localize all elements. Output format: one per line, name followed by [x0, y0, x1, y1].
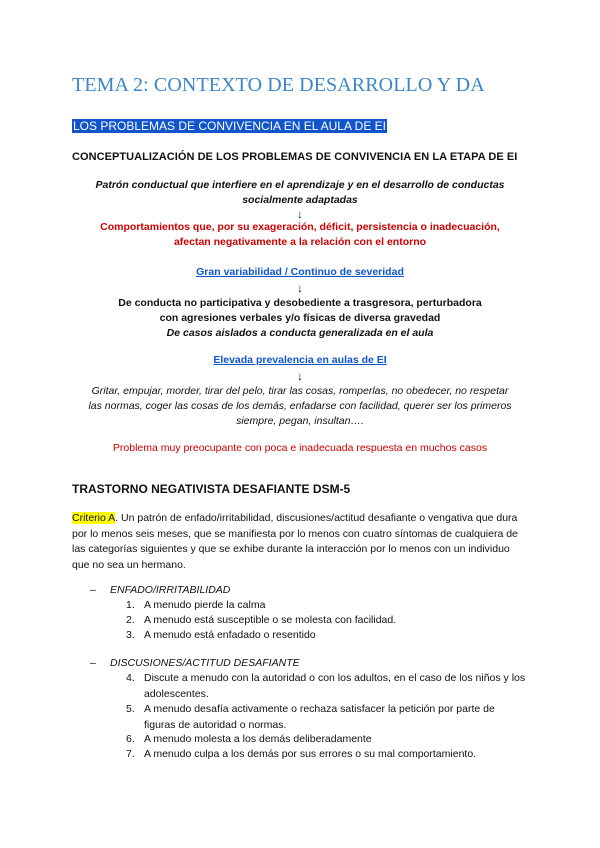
prevalence-line-1: Gritar, empujar, morder, tirar del pelo, tirar las cosas, romperlas, no obedecer, no respetar [91, 385, 509, 397]
down-arrow-icon: ↓ [297, 281, 303, 295]
conceptual-block [72, 178, 528, 250]
item-text: Discute a menudo con la autoridad o con los adultos, en el caso de los niños y los adolescentes. [144, 672, 526, 700]
item-number: 3. [126, 629, 135, 641]
variability-line-1: De conducta no participativa y desobediente a trasgresora, perturbadora [118, 297, 482, 309]
section-enfado-title [90, 584, 230, 596]
prevalence-line-3: siempre, pegan, insultan…. [236, 415, 364, 427]
item-number: 1. [126, 599, 135, 611]
down-arrow-icon: ↓ [297, 207, 303, 221]
down-arrow-icon: ↓ [297, 369, 303, 383]
item-number: 5. [126, 703, 135, 715]
item-number: 7. [126, 748, 135, 760]
item-number: 2. [126, 614, 135, 626]
item-number: 4. [126, 672, 135, 684]
item-number: 6. [126, 733, 135, 745]
page-title: TEMA 2: CONTEXTO DE DESARROLLO Y DA [72, 74, 485, 96]
item-text: A menudo desafía activamente o rechaza satisfacer la petición por parte de figuras de autoridad o normas. [144, 703, 495, 731]
item-text: A menudo está enfadado o resentido [144, 629, 316, 641]
section-enfado-label: ENFADO/IRRITABILIDAD [110, 584, 231, 596]
dash-bullet: – [90, 584, 96, 596]
list-item [126, 702, 526, 733]
conceptual-line-1: Patrón conductual que interfiere en el aprendizaje y en el desarrollo de conductas [95, 179, 505, 191]
conceptual-red-line-1: Comportamientos que, por su exageración, déficit, persistencia o inadecuación, [100, 221, 500, 233]
conceptual-line-2: socialmente adaptadas [242, 194, 358, 206]
criterion-text: . Un patrón de enfado/irritabilidad, discusiones/actitud desafiante o vengativa que dura por lo menos seis meses, que se manifiesta por lo menos con cuatro síntomas de cualquiera de las categorías siguientes y que se exhibe durante la interacción por lo menos con un individuo que no sea un hermano. [72, 512, 518, 571]
prevalence-line-2: las normas, coger las cosas de los demás, enfadarse con facilidad, querer ser los primeros [88, 400, 512, 412]
conceptual-red-line-2: afectan negativamente a la relación con el entorno [173, 236, 427, 248]
prevalence-block [72, 353, 528, 456]
variability-link[interactable]: Gran variabilidad / Continuo de severidad [196, 266, 404, 278]
list-item [126, 598, 526, 614]
variability-block [72, 265, 528, 341]
variability-line-3: De casos aislados a conducta generalizada en el aula [166, 327, 434, 339]
item-text: A menudo culpa a los demás por sus errores o su mal comportamiento. [144, 748, 477, 760]
prevalence-red-note: Problema muy preocupante con poca e inadecuada respuesta en muchos casos [112, 442, 488, 454]
list-item [126, 671, 526, 702]
list-item [126, 732, 526, 748]
variability-line-2: con agresiones verbales y/o físicas de diversa gravedad [159, 312, 441, 324]
item-text: A menudo pierde la calma [144, 599, 266, 611]
list-item [126, 628, 526, 644]
section-discusiones-title [90, 657, 300, 669]
dsm-heading: TRASTORNO NEGATIVISTA DESAFIANTE DSM-5 [72, 482, 351, 496]
criterion-label: Criterio A [72, 512, 116, 524]
item-text: A menudo molesta a los demás deliberadamente [144, 733, 372, 745]
item-text: A menudo está susceptible o se molesta con facilidad. [144, 614, 397, 626]
criterion-paragraph [72, 511, 528, 573]
list-item [126, 747, 526, 763]
dash-bullet: – [90, 657, 96, 669]
conceptualization-heading: CONCEPTUALIZACIÓN DE LOS PROBLEMAS DE CONVIVENCIA EN LA ETAPA DE EI [72, 151, 518, 163]
section-discusiones-label: DISCUSIONES/ACTITUD DESAFIANTE [110, 657, 300, 669]
section-subtitle: LOS PROBLEMAS DE CONVIVENCIA EN EL AULA DE EI [73, 119, 386, 133]
list-item [126, 613, 526, 629]
prevalence-link[interactable]: Elevada prevalencia en aulas de EI [213, 354, 387, 366]
